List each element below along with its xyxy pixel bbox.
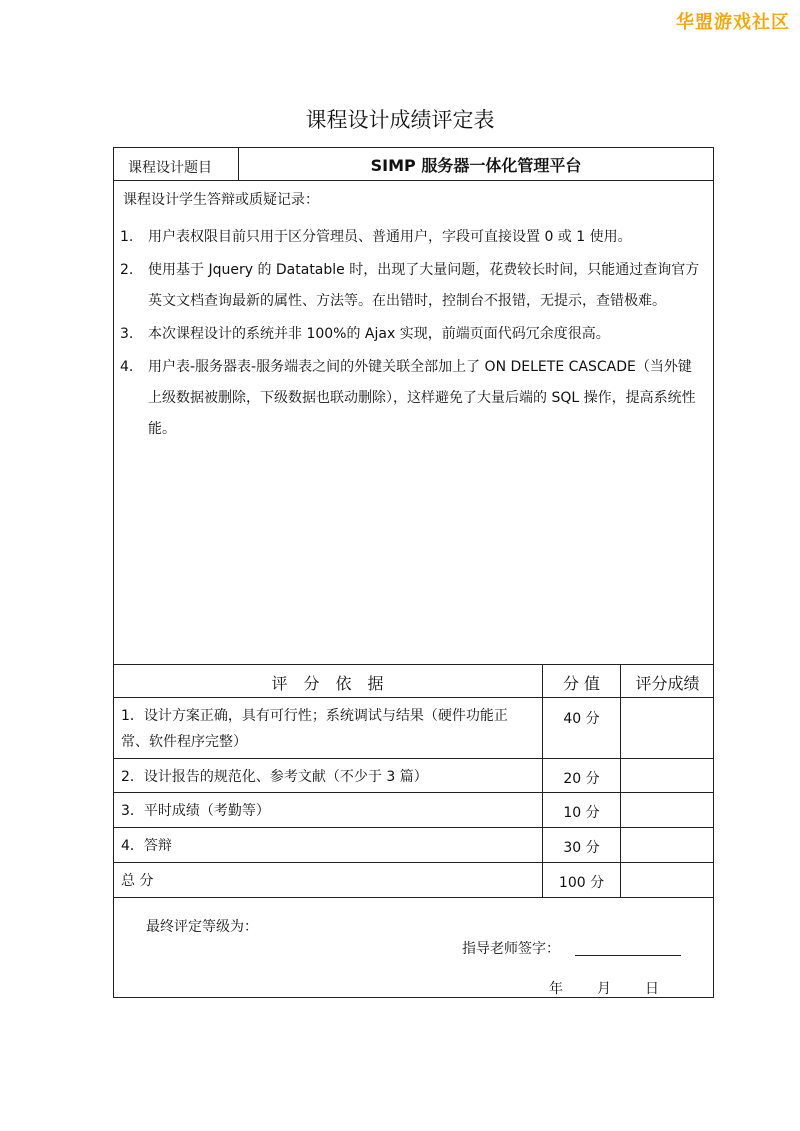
criteria-row-text: 4．答辩 <box>121 838 172 854</box>
record-heading: 课程设计学生答辩或质疑记录： <box>123 192 319 208</box>
criteria-row-text: 2．设计报告的规范化、参考文献（不少于 3 篇） <box>121 769 428 785</box>
item-number: 2. <box>120 262 134 278</box>
criteria-row-score: 20 分 <box>563 771 600 787</box>
criteria-row-score: 10 分 <box>563 805 600 821</box>
divider <box>113 862 714 863</box>
signature-line[interactable] <box>575 955 681 956</box>
criteria-row-score: 40 分 <box>563 711 600 727</box>
date-year-label: 年 <box>549 981 563 997</box>
item-text: 本次课程设计的系统并非 100%的 Ajax 实现，前端页面代码冗余度很高。 <box>148 326 610 342</box>
signer-label: 指导老师签字： <box>462 941 560 957</box>
criteria-row-text: 3．平时成绩（考勤等） <box>121 803 270 819</box>
total-label: 总 分 <box>121 873 154 889</box>
list-item <box>120 319 700 350</box>
list-item <box>120 255 700 317</box>
divider <box>113 827 714 828</box>
divider <box>113 664 714 665</box>
divider <box>113 792 714 793</box>
divider <box>113 697 714 698</box>
list-item <box>120 352 700 445</box>
divider <box>113 180 714 181</box>
topic-value: SIMP 服务器一体化管理平台 <box>370 156 582 175</box>
record-list <box>120 222 700 447</box>
criteria-header-result: 评分成绩 <box>635 674 700 693</box>
criteria-header-basis: 评 分 依 据 <box>271 674 384 693</box>
item-number: 1. <box>120 229 134 245</box>
divider <box>620 664 621 897</box>
item-text: 用户表权限目前只用于区分管理员、普通用户，字段可直接设置 0 或 1 使用。 <box>148 229 632 245</box>
final-grade-label: 最终评定等级为： <box>146 919 258 935</box>
date-month-label: 月 <box>597 981 611 997</box>
topic-label: 课程设计题目 <box>128 160 212 176</box>
date-day-label: 日 <box>645 981 659 997</box>
divider <box>113 897 714 898</box>
item-text: 用户表-服务器表-服务端表之间的外键关联全部加上了 ON DELETE CASCADE（当外键上级数据被删除，下级数据也联动删除），这样避免了大量后端的 SQL 操作，提高系统性能。 <box>148 359 696 437</box>
list-item <box>120 222 700 253</box>
watermark-logo: 华盟游戏社区 <box>676 12 790 33</box>
criteria-row-text: 1．设计方案正确，具有可行性；系统调试与结果（硬件功能正常、软件程序完整） <box>121 708 508 750</box>
item-text: 使用基于 Jquery 的 Datatable 时，出现了大量问题，花费较长时间，只能通过查询官方英文文档查询最新的属性、方法等。在出错时，控制台不报错，无提示，查错极难。 <box>148 262 700 309</box>
page-title: 课程设计成绩评定表 <box>305 108 495 132</box>
item-number: 3. <box>120 326 134 342</box>
criteria-header-score: 分 值 <box>562 674 601 693</box>
item-number: 4. <box>120 359 134 375</box>
criteria-row-score: 30 分 <box>563 840 600 856</box>
divider <box>113 758 714 759</box>
total-score: 100 分 <box>558 875 605 891</box>
